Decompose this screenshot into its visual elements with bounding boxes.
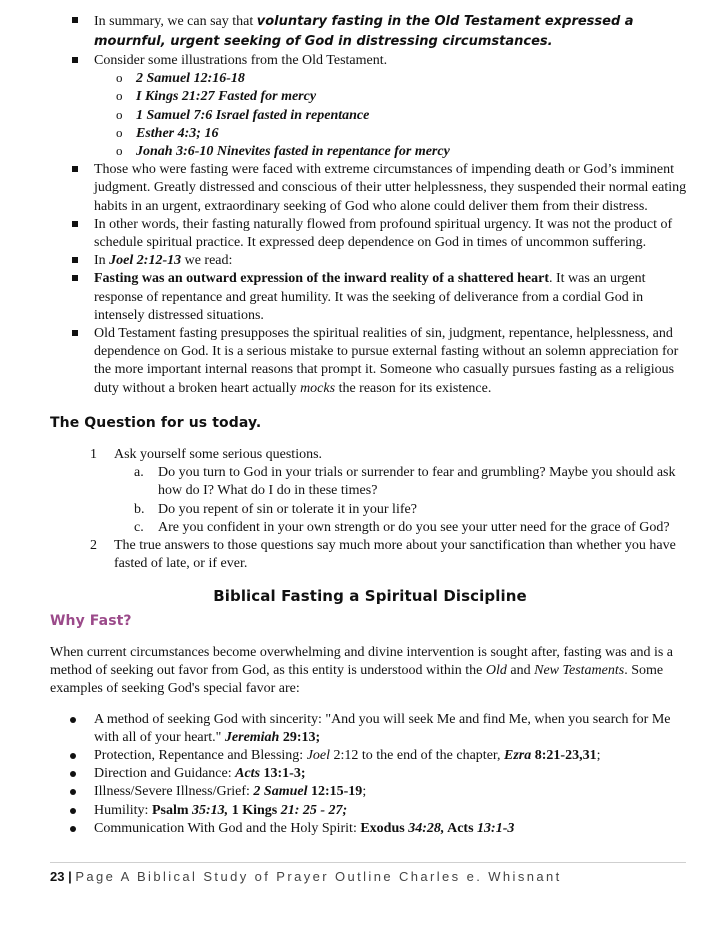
example-item: [50, 765, 690, 783]
text-run: the reason for its existence.: [335, 380, 492, 396]
text-run: voluntary fasting in the Old Testament expressed a mournful, urgent seeking of God in distressing circumstances.: [94, 14, 634, 49]
illustration-item: o I Kings 21:27 Fasted for mercy: [50, 88, 690, 106]
example-item: [50, 802, 690, 820]
illustration-item: o 2 Samuel 12:16-18: [50, 70, 690, 88]
example-item: [50, 747, 690, 765]
text-run: 13:1-3: [473, 820, 515, 836]
text-run: 29:13;: [279, 729, 321, 745]
text-run: In summary, we can say that: [94, 14, 257, 29]
text-run: . Some examples of seeking God's special favor are:: [50, 663, 664, 697]
question-item-2: [50, 537, 690, 573]
text-run: 8:21-23,31: [531, 747, 597, 763]
question-heading: The Question for us today.: [50, 414, 262, 431]
text-run: When current circumstances become overwhelming and divine intervention is sought after, fasting was and is a method of seeking out favor from God, as this entity is understood within the: [50, 644, 674, 679]
text-run: 12:15-19: [307, 784, 363, 800]
example-item: [50, 783, 690, 801]
illustration-item: o Jonah 3:6-10 Ninevites fasted in repentance for mercy: [50, 143, 690, 161]
bullet-item: [50, 216, 690, 252]
question-subitem: [50, 464, 690, 500]
text-run: Exodus: [360, 820, 405, 836]
example-item: [50, 820, 690, 838]
text-run: Old: [485, 663, 507, 679]
subitem-text: Do you repent of sin or tolerate it in your life?: [158, 501, 417, 517]
text-run: Old Testament fasting presupposes the spiritual realities of sin, judgment, repentance, helplessness, and dependence on God. It is a serious mistake to pursue external fasting without an solemn appreciation for the more important internal reasons that prompt it. Someone who casually pursues fasting as a religious duty without a broken heart actually: [94, 326, 679, 396]
text-run: Communication With God and the Holy Spirit:: [94, 820, 361, 836]
bullet-item: [50, 270, 690, 325]
text-run: 13:1-3;: [260, 766, 306, 782]
text-run: mocks: [300, 380, 336, 396]
text-run: Psalm: [151, 802, 189, 818]
question-item-1: [50, 446, 690, 464]
item-number: 2: [90, 538, 97, 554]
text-run: Direction and Guidance:: [94, 766, 236, 782]
text-run: 1 Kings: [228, 802, 278, 818]
text-run: . It was an urgent response of repentance and great humility. It was the seeking of deliverance from a cordial God in intensely distressed situations.: [94, 271, 646, 323]
text-run: 21: 25 - 27;: [277, 802, 348, 818]
why-fast-paragraph: [50, 644, 690, 699]
page-number: 23: [50, 869, 65, 884]
text-run: In other words, their fasting naturally flowed from profound spiritual urgency. It was not the product of schedule spiritual practice. It expressed deep dependence on God in times of uncommon suffering.: [94, 216, 673, 251]
illustration-item: o Esther 4:3; 16: [50, 125, 690, 143]
section-title: Biblical Fasting a Spiritual Discipline: [213, 587, 527, 606]
question-sublist: [50, 464, 690, 537]
text-run: we read:: [181, 253, 233, 269]
footer-text: Page A Biblical Study of Prayer Outline Charles e. Whisnant: [75, 869, 562, 884]
fasting-bullet-list: [50, 161, 690, 398]
text-run: 2:12 to the end of the chapter,: [330, 747, 505, 763]
subitem-letter: c.: [134, 519, 144, 535]
text-run: Acts: [444, 820, 474, 836]
text-run: 34:28,: [404, 820, 445, 836]
document-body: [50, 12, 690, 838]
page-footer: [50, 862, 686, 884]
text-run: Joel: [306, 747, 331, 763]
footer-separator: |: [64, 869, 76, 884]
text-run: 35:13,: [188, 802, 229, 818]
text-run: 2 Samuel: [253, 784, 308, 800]
summary-bullet-list: [50, 12, 690, 70]
example-item: [50, 711, 690, 747]
illustration-list: [50, 70, 690, 161]
text-run: ;: [596, 747, 601, 763]
text-run: New Testaments: [534, 663, 625, 679]
bullet-item: [50, 325, 690, 398]
bullet-item: [50, 252, 690, 270]
question-subitem: [50, 501, 690, 519]
text-run: In: [94, 253, 110, 269]
text-run: Consider some illustrations from the Old Testament.: [94, 53, 388, 68]
text-run: Jeremiah: [224, 729, 280, 745]
text-run: Acts: [235, 766, 261, 782]
why-fast-heading: Why Fast?: [50, 612, 132, 629]
subitem-text: Do you turn to God in your trials or surrender to fear and grumbling? Maybe you should ask how do I? What do I do in these times?: [158, 465, 676, 499]
text-run: Ezra: [504, 747, 532, 763]
illustration-item: o 1 Samuel 7:6 Israel fasted in repentance: [50, 107, 690, 125]
bullet-item: [50, 12, 690, 52]
question-subitem: [50, 519, 690, 537]
item-text: The true answers to those questions say much more about your sanctification than whether you have fasted of late, or if ever.: [114, 538, 676, 572]
question-list: [50, 446, 690, 573]
subitem-letter: a.: [134, 465, 144, 481]
text-run: ;: [362, 784, 367, 800]
bullet-item: [50, 52, 690, 70]
text-run: Protection, Repentance and Blessing:: [94, 747, 307, 763]
text-run: Fasting was an outward expression of the inward reality of a shattered heart: [94, 271, 549, 287]
text-run: Illness/Severe Illness/Grief:: [94, 784, 254, 800]
text-run: Joel 2:12-13: [109, 253, 182, 269]
subitem-text: Are you confident in your own strength or do you see your utter need for the grace of God?: [158, 519, 670, 535]
text-run: Those who were fasting were faced with extreme circumstances of impending death or God’s imminent judgment. Greatly distressed and conscious of their utter helplessness, they suspended their normal eating habits in an urgent, extraordinary seeking of God who alone could deliver them from their distress.: [94, 162, 687, 214]
examples-list: [50, 711, 690, 838]
text-run: and: [506, 663, 535, 679]
subitem-letter: b.: [134, 501, 145, 517]
item-number: 1: [90, 447, 97, 463]
text-run: Humility:: [94, 802, 152, 818]
bullet-item: [50, 161, 690, 216]
item-text: Ask yourself some serious questions.: [114, 447, 323, 463]
text-run: A method of seeking God with sincerity: "And you will seek Me and find Me, when you search for Me with all of your heart.": [94, 711, 671, 745]
